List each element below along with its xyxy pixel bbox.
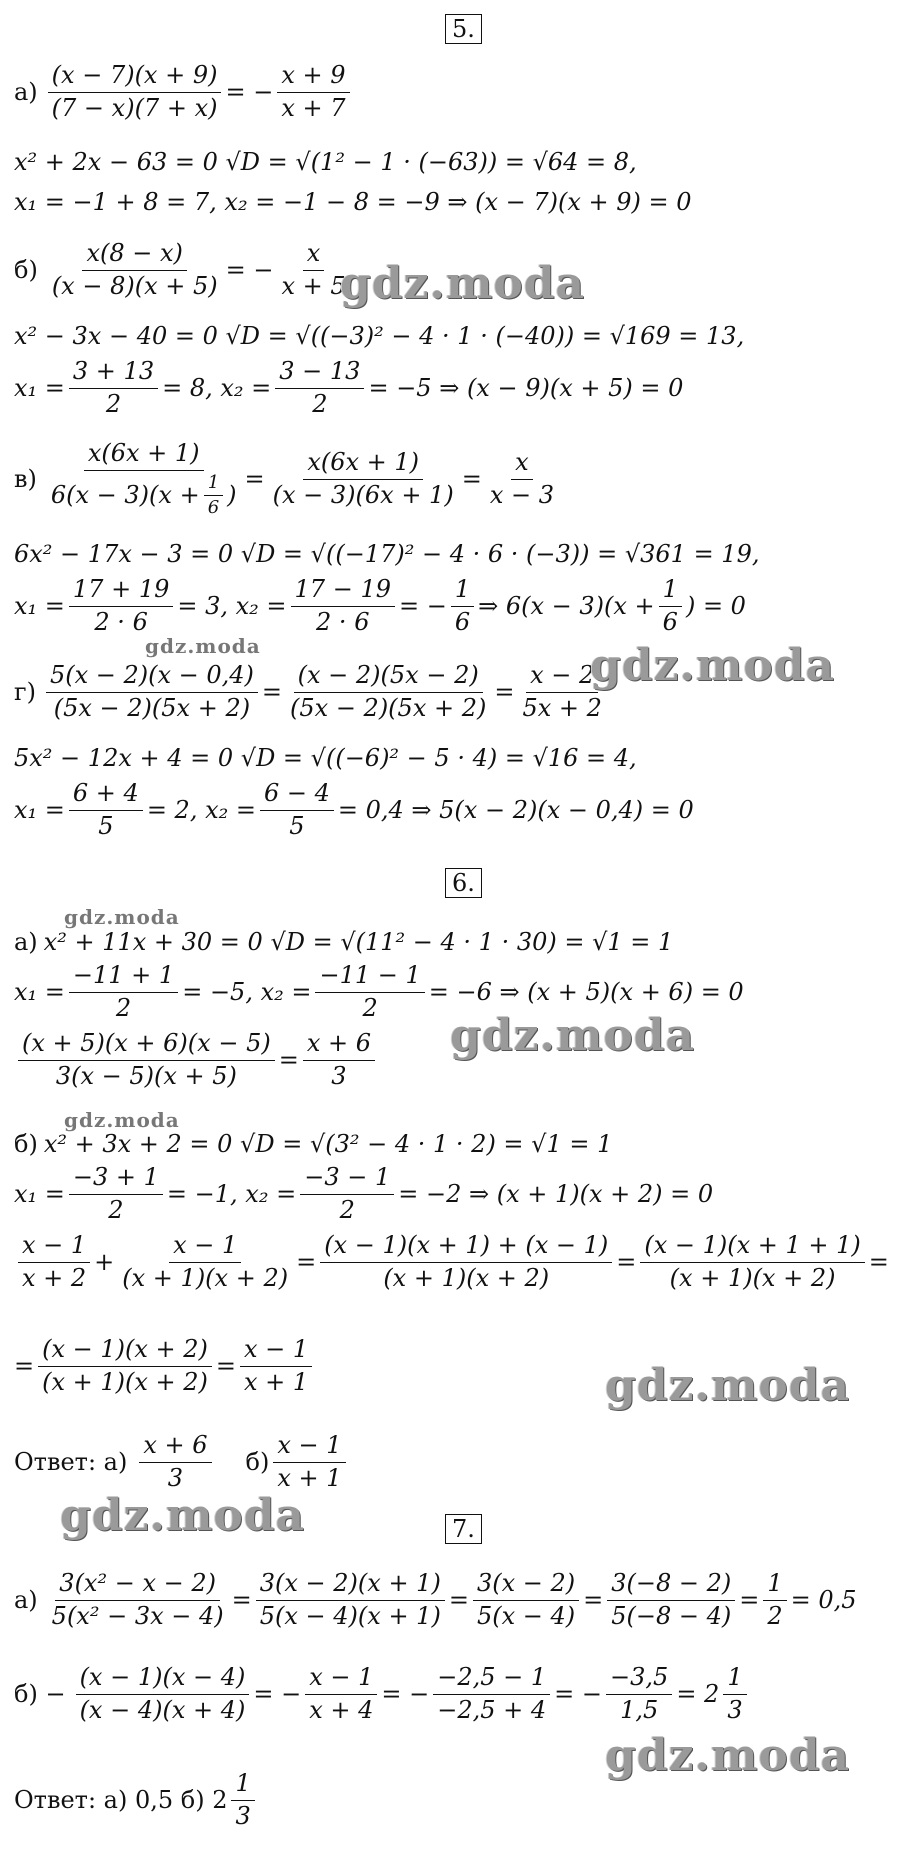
problem-5g-discriminant: 5x² − 12x + 4 = 0 √D = √((−6)² − 5 · 4) = √16 = 4, xyxy=(14,744,637,772)
problem-label: б) − xyxy=(14,1680,66,1709)
problem-6b-equation: б) x² + 3x + 2 = 0 √D = √(3² − 4 · 1 · 2) = √1 = 1 xyxy=(14,1130,613,1158)
watermark: gdz.moda xyxy=(64,905,180,929)
fraction: $\frac{-3 - 1}{2}$ xyxy=(300,1164,394,1224)
problem-5a-expression: а) $\frac{(x - 7)(x + 9)}{(7 - x)(7 + x)}$ = − $\frac{x + 9}{x + 7}$ xyxy=(14,62,354,122)
fraction: $\frac{1}{6}$ xyxy=(204,473,223,519)
fraction: $\frac{\text{3(x² − x − 2)}}{\text{5(x² − 3x − 4)}}$ xyxy=(51,1569,224,1630)
problem-label: б) xyxy=(14,1130,38,1158)
fraction: $\frac{-2,5 - 1}{-2,5 + 4}$ xyxy=(433,1664,550,1724)
fraction: $\frac{3 + 13}{2}$ xyxy=(69,358,158,418)
problem-6b-result: = $\frac{(x - 1)(x + 2)}{(x + 1)(x + 2)}$ = $\frac{x - 1}{x + 1}$ xyxy=(14,1336,316,1396)
fraction: $\frac{1}{6}$ xyxy=(451,576,474,636)
watermark: gdz.moda xyxy=(145,634,261,658)
fraction: $\frac{x - 1}{x + 4}$ xyxy=(305,1664,377,1724)
fraction: $\frac{5(x - 2)(x - 0,4)}{(5x - 2)(5x + 2)}$ xyxy=(46,662,258,722)
problem-6a-roots: x₁ = $\frac{-11 + 1}{2}$ = −5, x₂ = $\frac{-11 - 1}{2}$ = −6 ⇒ (x + 5)(x + 6) = 0 xyxy=(14,961,744,1022)
fraction: $\frac{1}{3}$ xyxy=(723,1664,746,1724)
fraction: $\frac{1}{6}$ xyxy=(659,576,682,636)
fraction: $\frac{x - 1}{x + 1}$ xyxy=(273,1432,345,1492)
answer-6: Ответ: а) $\frac{x + 6}{3}$ б) $\frac{x - 1}{x + 1}$ xyxy=(14,1432,350,1492)
fraction: x(6x + 1) 6(x − 3)(x + $\frac{1}{6}$ ) xyxy=(50,439,237,519)
fraction: $\frac{(x - 1)(x - 4)}{(x - 4)(x + 4)}$ xyxy=(76,1664,250,1724)
watermark: gdz.moda xyxy=(340,258,586,309)
watermark: gdz.moda xyxy=(590,640,836,691)
watermark: gdz.moda xyxy=(64,1108,180,1132)
fraction: $\frac{x - 1}{(x + 1)(x + 2)}$ xyxy=(122,1231,289,1292)
fraction: $\frac{x + 6}{3}$ xyxy=(303,1030,375,1090)
watermark: gdz.moda xyxy=(60,1490,306,1541)
fraction: $\frac{(x - 1)(x + 1) + (x - 1)}{(x + 1)(x + 2)}$ xyxy=(320,1232,612,1292)
fraction: $\frac{3 - 13}{2}$ xyxy=(275,358,364,418)
fraction: $\frac{(x - 7)(x + 9)}{(7 - x)(7 + x)}$ xyxy=(48,62,222,122)
section-number-7: 7. xyxy=(445,1514,482,1544)
fraction: $\frac{3(-8 - 2)}{5(-8 - 4)}$ xyxy=(607,1570,735,1630)
problem-6b-sum: $\frac{x - 1}{x + 2}$ + $\frac{x - 1}{(x + 1)(x + 2)}$ = $\frac{(x - 1)(x + 1) + (x - 1)}{(x + 1)(x + 2)}$ = $\frac{(x - 1)(x + 1 + 1)}{(x + 1)(x + 2)}$ = xyxy=(14,1232,889,1292)
fraction: $\frac{(x + 5)(x + 6)(x - 5)}{3(x - 5)(x + 5)}$ xyxy=(18,1030,275,1090)
fraction: $\frac{x - 1}{x + 2}$ xyxy=(18,1232,90,1292)
answer-7 xyxy=(14,1770,259,1830)
problem-5g-roots: x₁ = $\frac{6 + 4}{5}$ = 2, x₂ = $\frac{6 - 4}{5}$ = 0,4 ⇒ 5(x − 2)(x − 0,4) = 0 xyxy=(14,779,694,840)
fraction: $\frac{x - 2}{5x + 2}$ xyxy=(522,661,602,722)
fraction: $\frac{6 - 4}{5}$ xyxy=(260,780,334,840)
fraction: $\frac{x(8 - x)}{(x - 8)(x + 5)}$ xyxy=(51,239,218,300)
problem-5v-discriminant: 6x² − 17x − 3 = 0 √D = √((−17)² − 4 · 6 · (−3)) = √361 = 19, xyxy=(14,540,760,568)
fraction: $\frac{1}{2}$ xyxy=(763,1570,786,1630)
problem-5b-discriminant: x² − 3x − 40 = 0 √D = √((−3)² − 4 · 1 · (−40)) = √169 = 13, xyxy=(14,322,745,350)
fraction: $\frac{1}{3}$ xyxy=(231,1770,254,1830)
fraction: $\frac{-11 - 1}{2}$ xyxy=(315,962,424,1022)
fraction: $\frac{-11 + 1}{2}$ xyxy=(69,962,178,1022)
fraction: $\frac{x + 6}{3}$ xyxy=(139,1432,211,1492)
fraction: $\frac{x}{x - 3}$ xyxy=(489,448,554,509)
problem-label: в) xyxy=(14,465,37,494)
fraction: $\frac{(x - 1)(x + 1 + 1)}{(x + 1)(x + 2)}$ xyxy=(640,1232,864,1292)
problem-5a-discriminant: x² + 2x − 63 = 0 √D = √(1² − 1 · (−63)) = √64 = 8, xyxy=(14,148,637,176)
fraction: $\frac{(x - 2)(5x - 2)}{(5x - 2)(5x + 2)}$ xyxy=(290,661,487,722)
fraction: $\frac{x(6x + 1)}{(x - 3)(6x + 1)}$ xyxy=(272,448,454,509)
problem-5a-roots: x₁ = −1 + 8 = 7, x₂ = −1 − 8 = −9 ⇒ (x − 7)(x + 9) = 0 xyxy=(14,188,692,216)
fraction: $\frac{x}{x + 5}$ xyxy=(281,239,346,300)
problem-5v-expression: в) x(6x + 1) 6(x − 3)(x + $\frac{1}{6}$ ) = $\frac{x(6x + 1)}{(x - 3)(6x + 1)}$ = $\frac{x}{x - 3}$ xyxy=(14,440,562,519)
problem-7a-expression: а) $\frac{\text{3(x² − x − 2)}}{\text{5(x² − 3x − 4)}}$ = $\frac{3(x - 2)(x + 1)}{5(x - 4)(x + 1)}$ = $\frac{3(x - 2)}{5(x - 4)}$ = $\frac{3(-8 - 2)}{5(-8 - 4)}$ = $\frac{1}{2}$ = 0,5 xyxy=(14,1569,857,1630)
fraction: $\frac{(x - 1)(x + 2)}{(x + 1)(x + 2)}$ xyxy=(38,1336,212,1396)
fraction: $\frac{-3 + 1}{2}$ xyxy=(69,1164,163,1224)
section-number-6: 6. xyxy=(445,868,482,898)
fraction: $\frac{x - 1}{x + 1}$ xyxy=(240,1336,312,1396)
problem-5b-expression: б) $\frac{x(8 - x)}{(x - 8)(x + 5)}$ = − $\frac{x}{x + 5}$ xyxy=(14,240,354,300)
fraction: $\frac{6 + 4}{5}$ xyxy=(69,780,143,840)
problem-label: а) xyxy=(14,78,38,107)
problem-5g-expression: г) $\frac{5(x - 2)(x - 0,4)}{(5x - 2)(5x + 2)}$ = $\frac{(x - 2)(5x - 2)}{(5x - 2)(5x + 2)}$ = $\frac{x - 2}{5x + 2}$ xyxy=(14,662,610,722)
fraction: $\frac{x + 9}{x + 7}$ xyxy=(277,62,349,122)
watermark: gdz.moda xyxy=(450,1010,696,1061)
problem-6b-roots: x₁ = $\frac{-3 + 1}{2}$ = −1, x₂ = $\frac{-3 - 1}{2}$ = −2 ⇒ (x + 1)(x + 2) = 0 xyxy=(14,1163,714,1224)
problem-6a-equation: а) x² + 11x + 30 = 0 √D = √(11² − 4 · 1 · 30) = √1 = 1 xyxy=(14,928,674,956)
fraction: $\frac{-3,5}{1,5}$ xyxy=(606,1664,672,1724)
problem-7b-expression: б) − $\frac{(x - 1)(x - 4)}{(x - 4)(x + 4)}$ = − $\frac{x - 1}{x + 4}$ = − $\frac{-2,5 - 1}{-2,5 + 4}$ = − $\frac{-3,5}{1,5}$ = 2 $\frac{1}{3}$ xyxy=(14,1664,751,1724)
watermark: gdz.moda xyxy=(605,1730,851,1781)
problem-6a-simplification: $\frac{(x + 5)(x + 6)(x - 5)}{3(x - 5)(x + 5)}$ = $\frac{x + 6}{3}$ xyxy=(14,1030,379,1090)
fraction: $\frac{3(x - 2)(x + 1)}{5(x - 4)(x + 1)}$ xyxy=(256,1570,445,1630)
fraction: $\frac{3(x - 2)}{5(x - 4)}$ xyxy=(473,1570,579,1630)
watermark: gdz.moda xyxy=(605,1360,851,1411)
fraction: $\frac{17 + 19}{2 \cdot 6}$ xyxy=(69,576,173,636)
problem-label: г) xyxy=(14,678,36,707)
problem-label: б) xyxy=(14,256,38,285)
answer-label: Ответ: а) xyxy=(14,1448,128,1477)
problem-label: а) xyxy=(14,928,38,956)
problem-5v-roots: x₁ = $\frac{17 + 19}{2 \cdot 6}$ = 3, x₂ = $\frac{17 - 19}{2 \cdot 6}$ = − $\frac{1}{6}$ ⇒ 6(x − 3)(x + $\frac{1}{6}$ ) = 0 xyxy=(14,575,746,636)
problem-label: а) xyxy=(14,1586,38,1615)
fraction: $\frac{17 - 19}{2 \cdot 6}$ xyxy=(291,576,395,636)
answer-label: Ответ: а) 0,5 б) 2 xyxy=(14,1786,228,1815)
problem-5b-roots: x₁ = $\frac{3 + 13}{2}$ = 8, x₂ = $\frac{3 - 13}{2}$ = −5 ⇒ (x − 9)(x + 5) = 0 xyxy=(14,357,684,418)
section-number-5: 5. xyxy=(445,14,482,44)
